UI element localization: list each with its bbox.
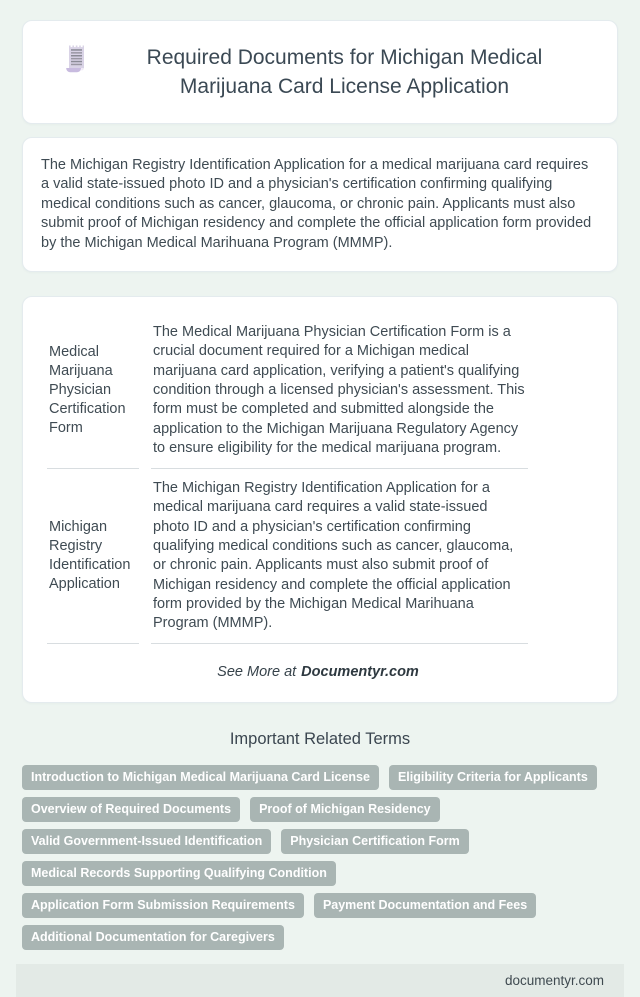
- related-term-tag[interactable]: Proof of Michigan Residency: [250, 797, 440, 822]
- brand-link[interactable]: Documentyr.com: [301, 664, 419, 681]
- related-term-tag[interactable]: Overview of Required Documents: [22, 797, 240, 822]
- definition-cell: The Medical Marijuana Physician Certification Form is a crucial document required for a Michigan medical marijuana card application, verifying a patient's qualifying condition through a licensed physician's assessment. This form must be completed and submitted alongside the application to the Michigan Marijuana Regulatory Agency to ensure eligibility for the medical marijuana program.: [151, 313, 528, 469]
- related-terms-heading: Important Related Terms: [229, 730, 411, 749]
- related-term-tag[interactable]: Medical Records Supporting Qualifying Condition: [22, 861, 336, 886]
- related-term-tag[interactable]: Valid Government-Issued Identification: [22, 829, 271, 854]
- footer-site-link[interactable]: documentyr.com: [504, 973, 604, 989]
- glossary-table: [35, 313, 540, 644]
- page-title: Required Documents for Michigan Medical Marijuana Card License Application: [146, 46, 543, 98]
- term-cell: Medical Marijuana Physician Certification Form: [47, 313, 139, 469]
- term-cell: Michigan Registry Identification Application: [47, 469, 139, 644]
- definition-cell: The Michigan Registry Identification Application for a medical marijuana card requires a valid state-issued photo ID and a physician's certification confirming qualifying medical conditions such as cancer, glaucoma, or chronic pain. Applicants must also submit proof of Michigan residency and complete the official application form provided by the Michigan Medical Marihuana Program (MMMP).: [151, 469, 528, 644]
- intro-paragraph: The Michigan Registry Identification Application for a medical marijuana card requires a valid state-issued photo ID and a physician's certification confirming qualifying medical conditions such as cancer, glaucoma, or chronic pain. Applicants must also submit proof of Michigan residency and complete the official application form provided by the Michigan Medical Marihuana Program (MMMP).: [41, 157, 592, 251]
- see-more-line: [35, 664, 601, 680]
- intro-card: [22, 137, 618, 272]
- related-term-tag[interactable]: Eligibility Criteria for Applicants: [389, 765, 597, 790]
- related-terms-tags: [22, 765, 618, 950]
- related-term-tag[interactable]: Introduction to Michigan Medical Marijuana Card License: [22, 765, 379, 790]
- glossary-card: [22, 296, 618, 703]
- table-row: [47, 313, 528, 469]
- footer-bar: [16, 964, 624, 997]
- related-term-tag[interactable]: Payment Documentation and Fees: [314, 893, 536, 918]
- table-row: [47, 469, 528, 644]
- receipt-icon: [65, 44, 87, 79]
- related-term-tag[interactable]: Application Form Submission Requirements: [22, 893, 304, 918]
- related-term-tag[interactable]: Additional Documentation for Caregivers: [22, 925, 284, 950]
- see-more-text: See More at: [217, 664, 297, 681]
- title-card: [22, 20, 618, 124]
- related-term-tag[interactable]: Physician Certification Form: [281, 829, 468, 854]
